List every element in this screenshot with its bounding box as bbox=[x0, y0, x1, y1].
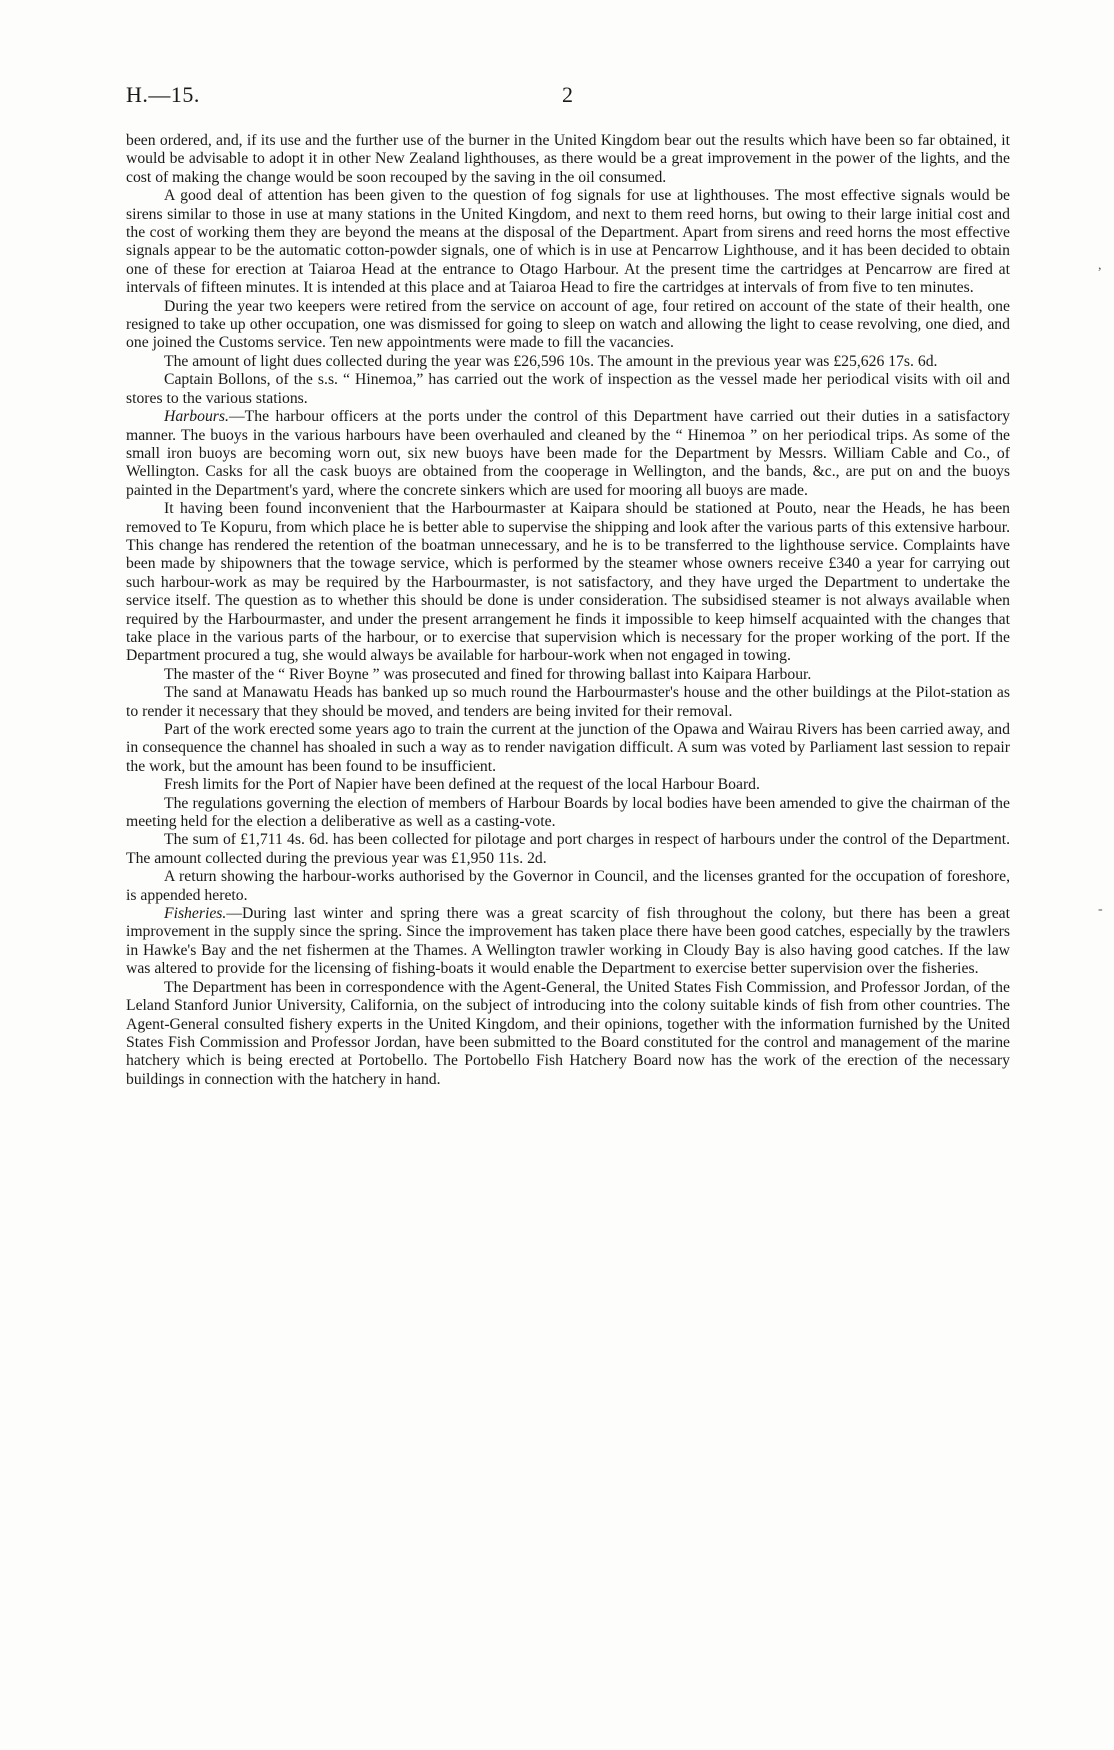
paragraph: Captain Bollons, of the s.s. “ Hinemoa,” has carried out the work of inspection as the vessel made her periodical visits with oil and stores to the various stations. bbox=[126, 371, 1010, 407]
paragraph: Part of the work erected some years ago to train the current at the junction of the Opawa and Wairau Rivers has been carried away, and in consequence the channel has shoaled in such a way as to render navigation difficult. A sum was voted by Parliament last session to repair the work, but the amount has been found to be insufficient. bbox=[126, 721, 1010, 775]
body-text bbox=[126, 132, 1010, 1089]
paragraph: Fresh limits for the Port of Napier have been defined at the request of the local Harbour Board. bbox=[164, 776, 760, 794]
paragraph: A good deal of attention has been given to the question of fog signals for use at lighthouses. The most effective signals would be sirens similar to those in use at many stations in the United Kingdom, and next to them reed horns, but owing to their large initial cost and the cost of working them they are beyond the means at the disposal of the Department. Apart from sirens and reed horns the most effective signals appear to be the automatic cotton-powder signals, one of which is in use at Pencarrow Lighthouse, and it has been decided to obtain one of these for erection at Taiaroa Head at the entrance to Otago Harbour. At the present time the cartridges at Pencarrow are fired at intervals of fifteen minutes. It is intended at this place and at Taiaroa Head to fire the cartridges at intervals of from five to ten minutes. bbox=[126, 187, 1010, 297]
margin-scan-mark: - bbox=[1098, 902, 1103, 917]
paragraph: During the year two keepers were retired from the service on account of age, four retired on account of the state of their health, one resigned to take up other occupation, one was dismissed for going to sleep on watch and allowing the light to cease revolving, one died, and one joined the Customs service. Ten new appointments were made to fill the vacancies. bbox=[126, 297, 1010, 352]
paragraph: A return showing the harbour-works authorised by the Governor in Council, and the licenses granted for the occupation of foreshore, is appended hereto. bbox=[126, 868, 1010, 904]
paragraph: The sand at Manawatu Heads has banked up so much round the Harbourmaster's house and the other buildings at the Pilot-station as to render it necessary that they should be moved, and tenders are being invited for their removal. bbox=[126, 684, 1010, 720]
report-reference: H.—15. bbox=[126, 82, 200, 107]
paragraph: The regulations governing the election of members of Harbour Boards by local bodies have been amended to give the chairman of the meeting held for the election a deliberative as well as a casting-vote. bbox=[126, 794, 1010, 831]
page-number: 2 bbox=[562, 82, 573, 107]
page-header bbox=[126, 82, 1010, 112]
margin-scan-mark: , bbox=[1098, 258, 1102, 273]
paragraph: The master of the “ River Boyne ” was prosecuted and fined for throwing ballast into Kaipara Harbour. bbox=[164, 665, 812, 683]
paragraph: It having been found inconvenient that the Harbourmaster at Kaipara should be stationed at Pouto, near the Heads, he has been removed to Te Kopuru, from which place he is better able to supervise the shipping and look after the various parts of this extensive harbour. This change has rendered the retention of the boatman unnecessary, and he is to be transferred to the lighthouse service. Complaints have been made by shipowners that the towage service, which is performed by the steamer whose owners receive £340 a year for carrying out such harbour-work as may be required by the Harbourmaster, is not satisfactory, and they have urged the Department to undertake the service itself. The question as to whether this should be done is under consideration. The subsidised steamer is not always available when required by the Harbourmaster, and under the present arrangement he finds it impossible to keep himself acquainted with the changes that take place in the various parts of the harbour, or to exercise that supervision which is necessary for the proper working of the port. If the Department procured a tug, she would always be available for harbour-work when not engaged in towing. bbox=[126, 500, 1010, 665]
paragraph: The amount of light dues collected during the year was £26,596 10s. The amount in the previous year was £25,626 17s. 6d. bbox=[164, 352, 938, 370]
paragraph: The Department has been in correspondence with the Agent-General, the United States Fish Commission, and Professor Jordan, of the Leland Stanford Junior University, California, on the subject of introducing into the colony suitable kinds of fish from other countries. The Agent-General consulted fishery experts in the United Kingdom, and their opinions, together with the information furnished by the United States Fish Commission and Professor Jordan, have been submitted to the Board constituted for the control and management of the marine hatchery which is being erected at Portobello. The Portobello Fish Hatchery Board now has the work of the erection of the necessary buildings in connection with the hatchery in hand. bbox=[126, 978, 1010, 1088]
section-heading-harbours: Harbours. bbox=[164, 408, 229, 426]
paragraph: Harbours.—The harbour officers at the ports under the control of this Department have carried out their duties in a satisfactory manner. The buoys in the various harbours have been overhauled and cleaned by the “ Hinemoa ” on her periodical trips. As some of the small iron buoys are becoming worn out, six new buoys have been made for the Department by Messrs. William Cable and Co., of Wellington. Casks for all the cask buoys are obtained from the cooperage in Wellington, and the bands, &c., are put on and the buoys painted in the Department's yard, where the concrete sinkers which are used for mooring all buoys are made. bbox=[126, 408, 1010, 499]
section-heading-fisheries: Fisheries. bbox=[164, 905, 227, 923]
paragraph: been ordered, and, if its use and the further use of the burner in the United Kingdom bear out the results which have been so far obtained, it would be advisable to adopt it in other New Zealand lighthouses, as there would be a great improvement in the power of the lights, and the cost of making the change would be soon recouped by the saving in the oil consumed. bbox=[126, 132, 1010, 186]
paragraph: Fisheries.—During last winter and spring there was a great scarcity of fish throughout the colony, but there has been a great improvement in the supply since the spring. Since the improvement has taken place there have been good catches, especially by the trawlers in Hawke's Bay and the net fishermen at the Thames. A Wellington trawler working in Cloudy Bay is also having good catches. If the law was altered to provide for the licensing of fishing-boats it would enable the Department to exercise better supervision over the fisheries. bbox=[126, 905, 1010, 978]
paragraph: The sum of £1,711 4s. 6d. has been collected for pilotage and port charges in respect of harbours under the control of the Department. The amount collected during the previous year was £1,950 11s. 2d. bbox=[126, 831, 1010, 867]
